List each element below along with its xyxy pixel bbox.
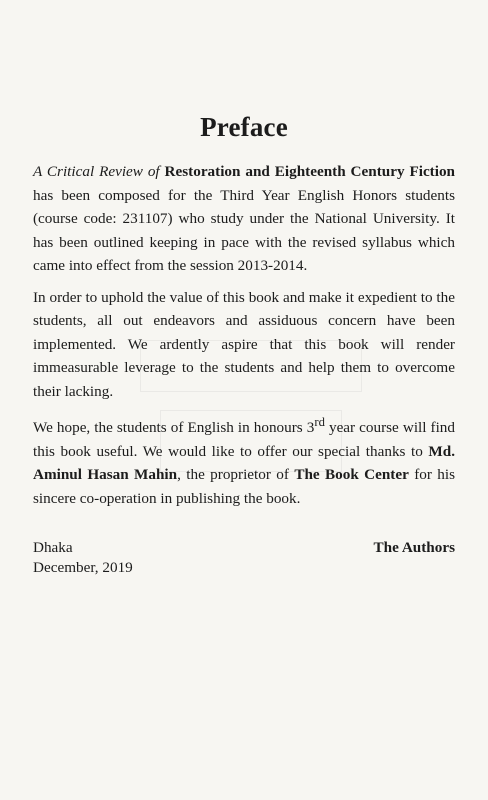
preface-body [33, 160, 455, 518]
signature: The Authors [373, 539, 455, 556]
paragraph-3-mid2: , the proprietor of [177, 466, 289, 484]
signature-block [33, 538, 455, 578]
proprietor-name: Md. Aminul Hasan Mahin [33, 442, 455, 484]
paragraph-3 [33, 411, 455, 510]
place: Dhaka [33, 539, 73, 556]
paragraph-3-mid1: year course will find this book useful. We would like to offer our special thanks to [33, 419, 455, 460]
date: December, 2019 [33, 559, 133, 576]
paragraph-2: In order to uphold the value of this book and make it expedient to the students, all out endeavors and assiduous concern have been implemented. We ardently aspire that this book will render immeasurable leverage to the students and help them to overcome their lacking. [33, 288, 455, 400]
paragraph-1-text: has been composed for the Third Year English Honors students (course code: 231107) who study under the National University. It has been outlined keeping in pace with the revised syllabus which came into effect from the session 2013-2014. [33, 186, 455, 274]
paragraph-3-start: We hope, the students of English in honours 3 [33, 419, 315, 437]
paragraph-1 [33, 160, 455, 278]
book-title-bold: Restoration and Eighteenth Century Fiction [164, 163, 456, 180]
book-title-italic: A Critical Review of [33, 163, 160, 180]
ordinal-suffix: rd [314, 415, 325, 429]
page-title: Preface [200, 112, 288, 142]
publisher-name: The Book Center [294, 466, 409, 484]
paragraph-3-end: for his sincere co-operation in publishing the book. [33, 466, 456, 507]
